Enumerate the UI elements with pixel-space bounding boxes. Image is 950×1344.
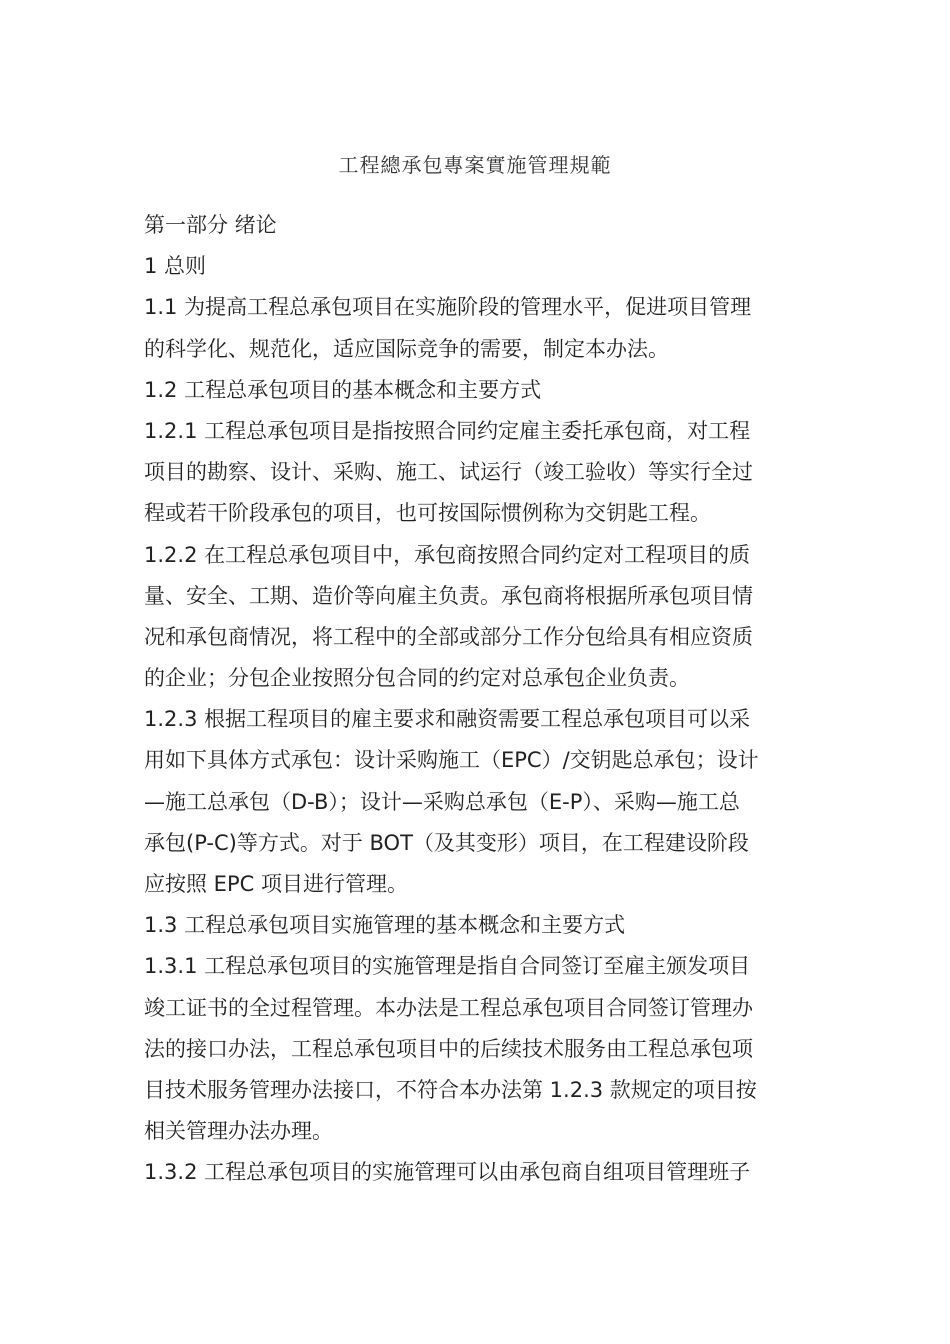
text-line: 应按照 EPC 项目进行管理。 bbox=[144, 872, 408, 896]
text-line: 1.3.2 工程总承包项目的实施管理可以由承包商自组项目管理班子 bbox=[144, 1160, 751, 1185]
clause-1-2 bbox=[144, 370, 819, 411]
text-line: 量、安全、工期、造价等向雇主负责。承包商将根据所承包项目情 bbox=[144, 583, 753, 608]
document-body bbox=[144, 205, 819, 1194]
text-line: 1.3.1 工程总承包项目的实施管理是指自合同签订至雇主颁发项目 bbox=[144, 954, 751, 979]
text-line: 1 总则 bbox=[144, 254, 207, 279]
text-line: 相关管理办法办理。 bbox=[144, 1119, 333, 1144]
clause-1-1 bbox=[144, 287, 819, 369]
text-line: 目技术服务管理办法接口，不符合本办法第 1.2.3 款规定的项目按 bbox=[144, 1077, 757, 1102]
section-heading bbox=[144, 246, 819, 287]
text-line: 第一部分 绪论 bbox=[144, 213, 277, 237]
clause-1-2-3 bbox=[144, 699, 819, 905]
clause-1-2-2 bbox=[144, 535, 819, 700]
document-title: 工程總承包專案實施管理規範 bbox=[338, 153, 612, 177]
text-line: 的科学化、规范化，适应国际竞争的需要，制定本办法。 bbox=[144, 336, 669, 361]
text-line: 况和承包商情况，将工程中的全部或部分工作分包给具有相应资质 bbox=[144, 624, 753, 649]
text-line: 用如下具体方式承包：设计采购施工（EPC）/交钥匙总承包；设计 bbox=[144, 748, 759, 773]
text-line: 1.3 工程总承包项目实施管理的基本概念和主要方式 bbox=[144, 913, 626, 938]
text-line: 程或若干阶段承包的项目，也可按国际惯例称为交钥匙工程。 bbox=[144, 501, 711, 526]
text-line: 承包(P-C)等方式。对于 BOT（及其变形）项目，在工程建设阶段 bbox=[144, 830, 749, 855]
text-line: 项目的勘察、设计、采购、施工、试运行（竣工验收）等实行全过 bbox=[144, 460, 753, 485]
text-line: 的企业；分包企业按照分包合同的约定对总承包企业负责。 bbox=[144, 666, 690, 691]
text-line: 1.1 为提高工程总承包项目在实施阶段的管理水平，促进项目管理 bbox=[144, 295, 752, 320]
clause-1-2-1 bbox=[144, 411, 819, 535]
part-heading bbox=[144, 205, 819, 246]
clause-1-3-2 bbox=[144, 1152, 819, 1193]
clause-1-3 bbox=[144, 905, 819, 946]
text-line: 1.2.3 根据工程项目的雇主要求和融资需要工程总承包项目可以采 bbox=[144, 707, 751, 732]
clause-1-3-1 bbox=[144, 946, 819, 1152]
text-line: 1.2.2 在工程总承包项目中，承包商按照合同约定对工程项目的质 bbox=[144, 542, 751, 567]
text-line: 竣工证书的全过程管理。本办法是工程总承包项目合同签订管理办 bbox=[144, 995, 753, 1020]
text-line: 1.2.1 工程总承包项目是指按照合同约定雇主委托承包商，对工程 bbox=[144, 418, 751, 443]
text-line: 1.2 工程总承包项目的基本概念和主要方式 bbox=[144, 377, 542, 402]
text-line: 法的接口办法，工程总承包项目中的后续技术服务由工程总承包项 bbox=[144, 1036, 753, 1061]
text-line: —施工总承包（D-B）；设计—采购总承包（E-P）、采购—施工总 bbox=[144, 789, 740, 814]
